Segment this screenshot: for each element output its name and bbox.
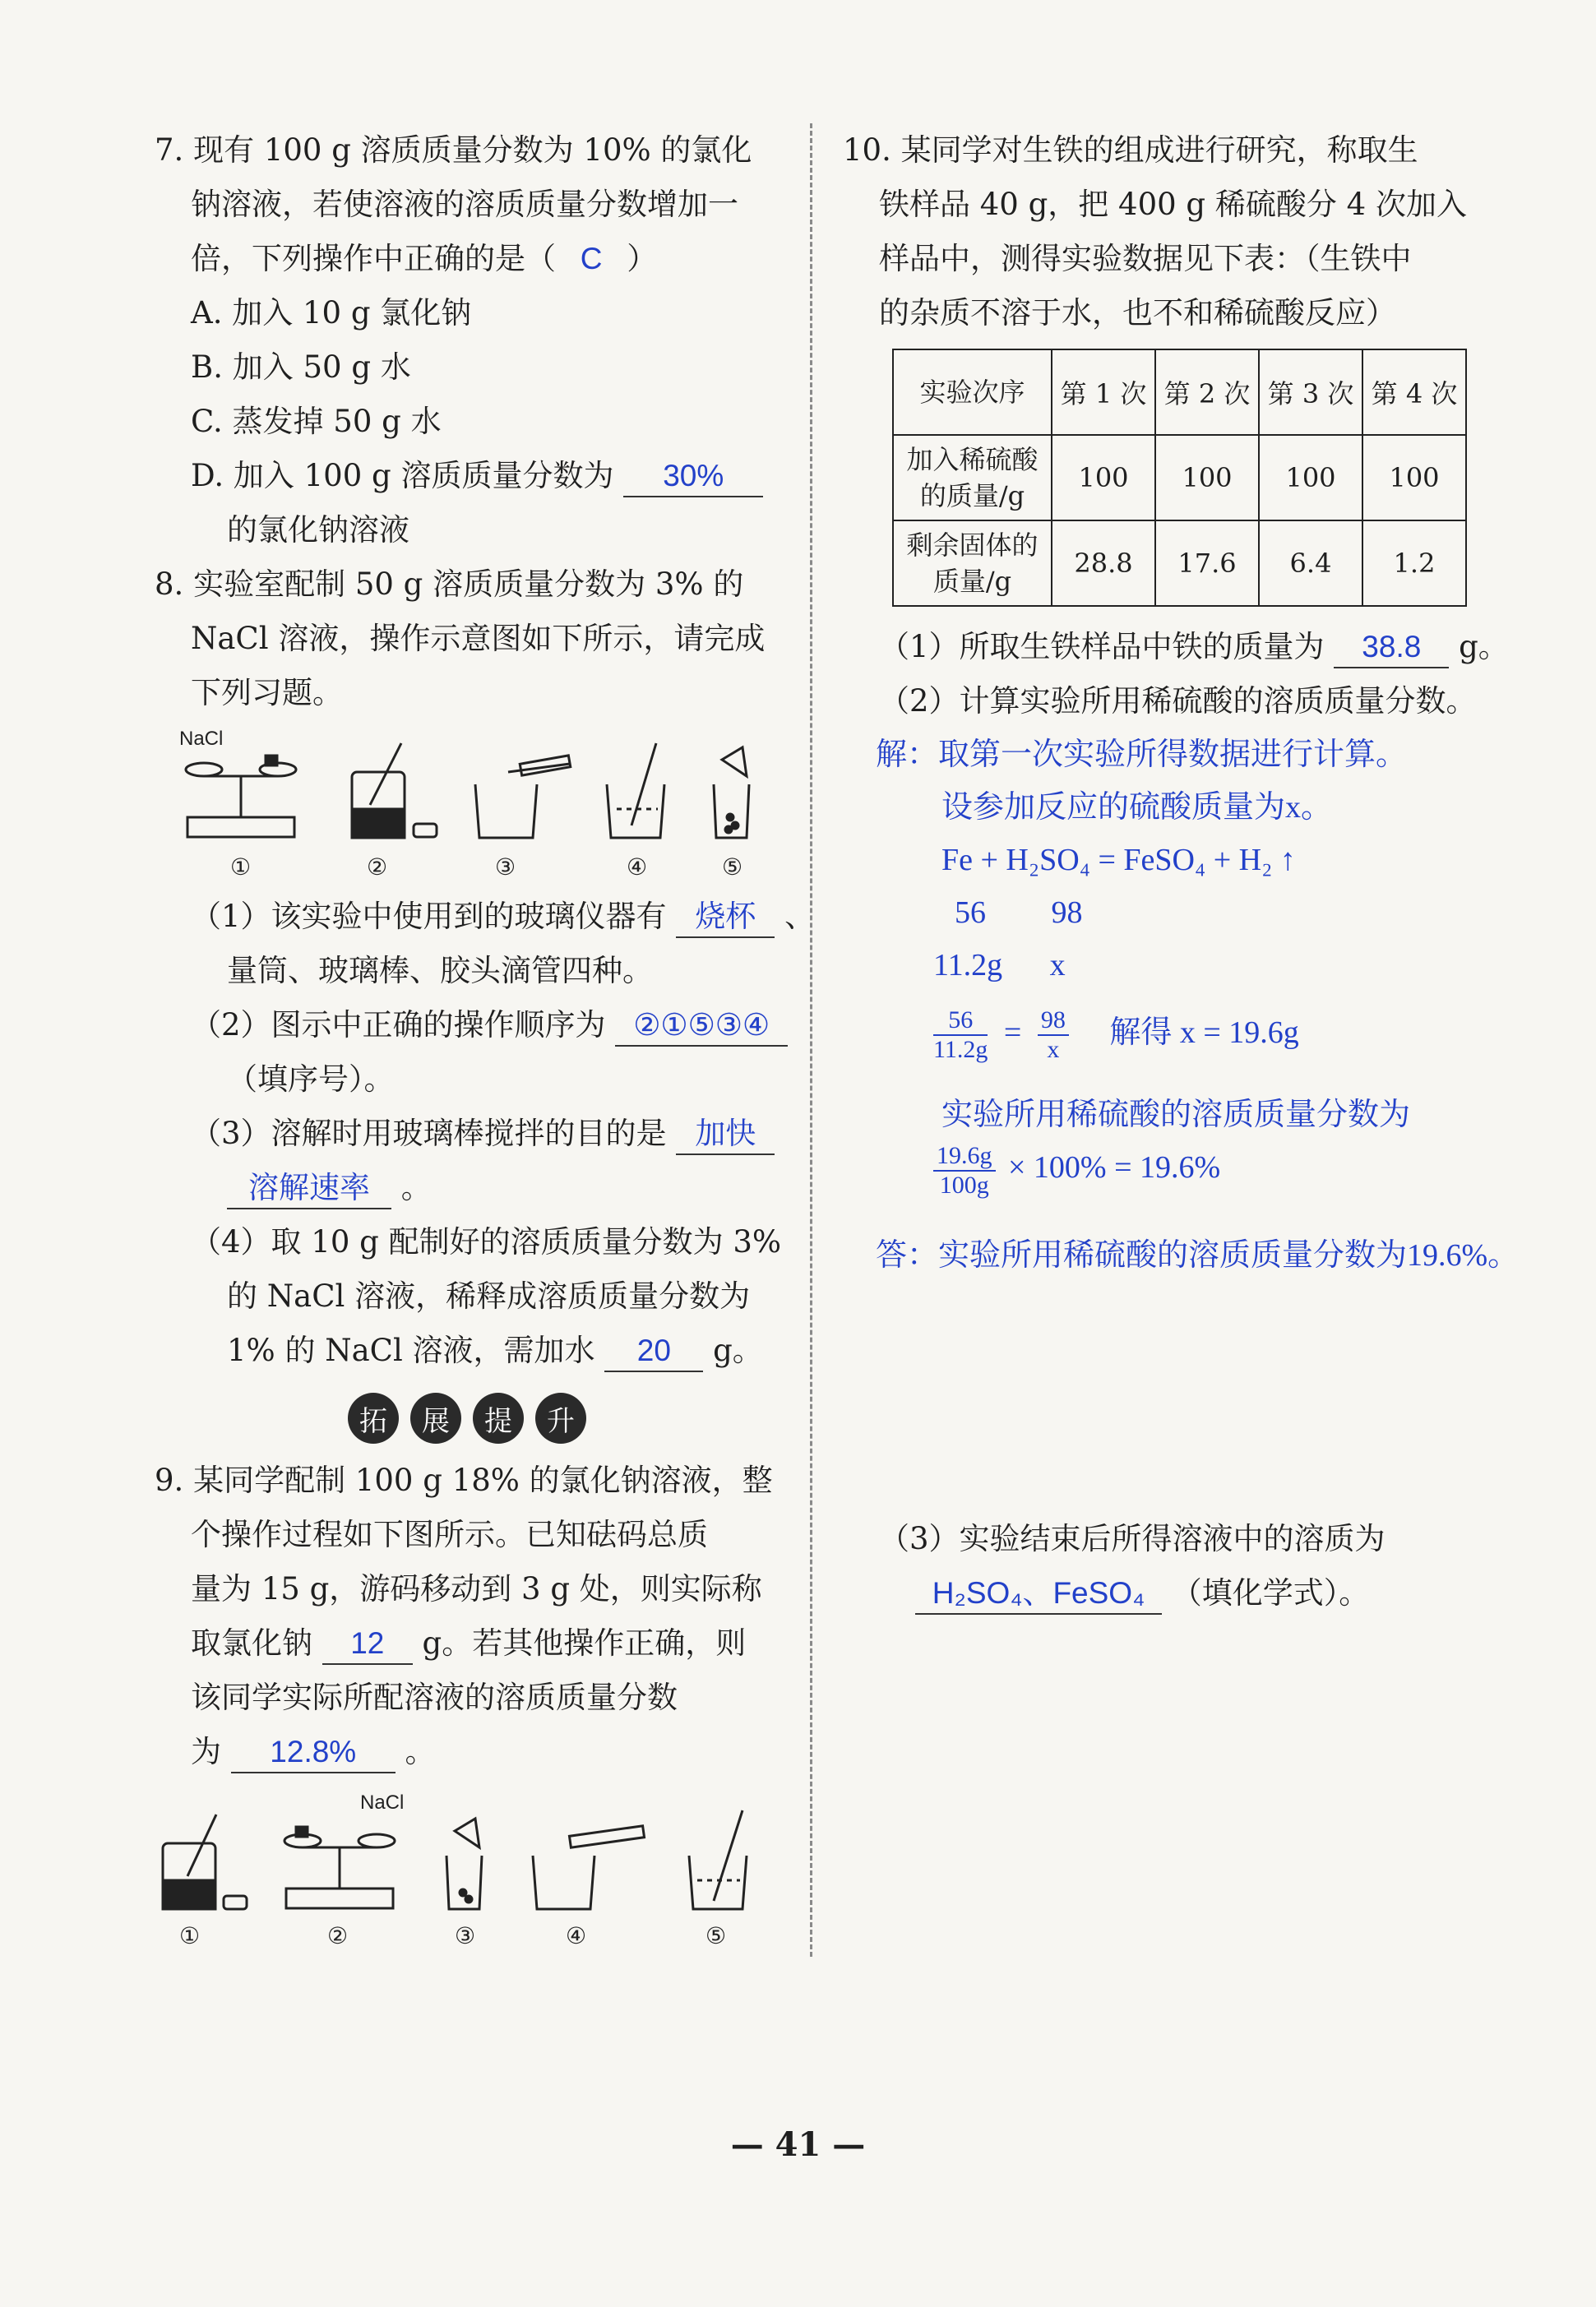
q7-option-d-text: D. 加入 100 g 溶质质量分数为 [191, 458, 614, 493]
solution-result: 解得 x = 19.6g [1109, 1015, 1299, 1050]
q9-blank-2: 12.8% [231, 1732, 396, 1773]
q8-apparatus-figure [155, 727, 779, 883]
q8-sub-1-text: （1）该实验中使用到的玻璃仪器有 [191, 899, 667, 934]
page-number: — 41 — [730, 2125, 866, 2164]
table-row-label: 加入稀硫酸的质量/g [893, 435, 1052, 520]
q9-line-4 [155, 1616, 779, 1671]
q8-sub-3 [155, 1107, 779, 1161]
q9-line-1: 9. 某同学配制 100 g 18% 的氯化钠溶液，整 [155, 1463, 773, 1498]
left-column [155, 123, 816, 1957]
q7-paren-close: ） [627, 241, 658, 276]
q9-line-6-post: 。 [405, 1734, 436, 1769]
q7-option-a: A. 加入 10 g 氯化钠 [191, 295, 472, 331]
q8-sub-2-blank: ②①⑤③④ [615, 1006, 788, 1047]
q9-balance-icon [285, 1792, 404, 1908]
q9-fig-num-1: ① [179, 1922, 201, 1949]
table-header-cell: 第 3 次 [1259, 349, 1362, 435]
solution-percentage [876, 1141, 1476, 1199]
q8-stir-beaker-icon [607, 743, 664, 838]
spacer [843, 1282, 1476, 1512]
fraction-56-over-11-2 [933, 1006, 988, 1064]
q8-sub-2 [155, 998, 779, 1052]
column-divider [810, 123, 812, 1957]
q9-reagent-bottle-icon [163, 1815, 247, 1909]
solution-equation: Fe + H₂SO₄ = FeSO₄ + H₂ ↑ [941, 843, 1296, 877]
q8-reagent-bottle-icon [352, 743, 437, 838]
fraction-19-6-over-100 [933, 1142, 996, 1200]
q8-sub-4-post: g。 [713, 1333, 763, 1368]
q8-line-1: 8. 实验室配制 50 g 溶质质量分数为 3% 的 [155, 566, 744, 602]
table-cell: 28.8 [1052, 520, 1155, 606]
q10-line-1: 10. 某同学对生铁的组成进行研究，称取生 [843, 132, 1418, 168]
q10-data-table [892, 349, 1467, 607]
q8-sub-4: （4）取 10 g 配制好的溶质质量分数为 3% [191, 1224, 782, 1260]
table-cell: 100 [1259, 435, 1362, 520]
table-row [893, 520, 1466, 606]
q9-line-6 [155, 1725, 779, 1779]
q9-line-3: 量为 15 g，游码移动到 3 g 处，则实际称 [191, 1571, 762, 1607]
q10-sub-3-post: （填化学式）。 [1171, 1574, 1370, 1611]
solution-qty-fe: 11.2g [933, 948, 1003, 982]
fraction-numerator: 19.6g [933, 1142, 996, 1172]
q10-sub-3-line-2 [843, 1566, 1476, 1620]
q10-sub-3-blank: H₂SO₄、FeSO₄ [915, 1574, 1162, 1615]
q8-sub-3-blank-2: 溶解速率 [227, 1168, 391, 1209]
table-header-cell: 第 4 次 [1362, 349, 1466, 435]
q10-sub-1-post: g。 [1459, 629, 1509, 664]
q10-line-2: 铁样品 40 g，把 400 g 稀硫酸分 4 次加入 [879, 187, 1467, 222]
q8-sub-4-line-3 [155, 1324, 779, 1378]
q8-sub-1-cont: 量筒、玻璃棒、胶头滴管四种。 [227, 953, 653, 988]
section-heading-extension [155, 1393, 779, 1444]
q8-sub-3-text: （3）溶解时用玻璃棒搅拌的目的是 [191, 1116, 667, 1151]
q8-pour-beaker-icon [475, 756, 571, 838]
q8-fig-num-2: ② [367, 853, 388, 881]
solution-mass-h2so4: 98 [1051, 895, 1083, 930]
q8-sub-1-post: 、 [784, 899, 816, 934]
q10-sub-1 [843, 620, 1509, 674]
q7-line-1: 7. 现有 100 g 溶质质量分数为 10% 的氯化 [155, 132, 752, 168]
table-cell: 17.6 [1155, 520, 1259, 606]
fraction-denominator: x [1047, 1036, 1060, 1064]
q8-line-3: 下列习题。 [191, 675, 343, 710]
q9-fig-num-2: ② [327, 1922, 349, 1949]
q9-line-5: 该同学实际所配溶液的溶质质量分数 [191, 1680, 678, 1715]
question-9 [155, 1454, 779, 1950]
q8-sub-4-line-2: 的 NaCl 溶液，稀释成溶质质量分数为 [227, 1278, 751, 1314]
q10-sub-1-blank: 38.8 [1334, 627, 1449, 668]
table-cell: 1.2 [1362, 520, 1466, 606]
q8-sub-3-cont [155, 1161, 779, 1215]
section-badge-4: 升 [535, 1393, 586, 1444]
table-row-label: 剩余固体的质量/g [893, 520, 1052, 606]
q7-option-d-blank: 30% [623, 456, 763, 497]
q8-sub-3-post: 。 [400, 1170, 432, 1205]
q8-balance-icon [179, 728, 296, 837]
fraction-denominator: 11.2g [933, 1036, 988, 1064]
q7-answer: C [580, 242, 603, 275]
q8-sub-4-text: 1% 的 NaCl 溶液，需加水 [227, 1333, 595, 1368]
q7-option-c: C. 蒸发掉 50 g 水 [191, 404, 442, 439]
q9-pour-beaker-icon [533, 1826, 645, 1909]
table-cell: 6.4 [1259, 520, 1362, 606]
q9-add-solid-beaker-icon [446, 1819, 482, 1909]
q10-sub-3: （3）实验结束后所得溶液中的溶质为 [879, 1520, 1386, 1556]
fraction-98-over-x [1038, 1006, 1069, 1064]
q8-sub-3-blank-1: 加快 [676, 1114, 775, 1155]
table-cell: 100 [1362, 435, 1466, 520]
fraction-numerator: 98 [1038, 1006, 1069, 1036]
q9-fig-num-3: ③ [455, 1922, 476, 1949]
q10-handwritten-solution [876, 728, 1520, 1282]
solution-line-1: 解：取第一次实验所得数据进行计算。 [876, 737, 1408, 772]
question-8 [155, 557, 816, 1378]
solution-qty-x: x [1049, 948, 1066, 982]
equals-sign: = [1003, 1015, 1022, 1050]
q8-line-2: NaCl 溶液，操作示意图如下所示，请完成 [191, 621, 766, 656]
q7-line-3 [155, 232, 779, 286]
q9-line-4-text: 取氯化钠 [191, 1625, 312, 1661]
q9-line-4-post: g。若其他操作正确，则 [422, 1625, 747, 1661]
q7-line-2: 钠溶液，若使溶液的溶质质量分数增加一 [191, 187, 738, 222]
q9-line-2: 个操作过程如下图所示。已知砝码总质 [191, 1517, 708, 1552]
table-row [893, 435, 1466, 520]
question-7 [155, 123, 779, 557]
fraction-denominator: 100g [939, 1171, 989, 1199]
q8-sub-2-cont: （填序号）。 [227, 1061, 395, 1097]
q7-option-d-cont: 的氯化钠溶液 [227, 512, 409, 548]
q8-nacl-label: NaCl [179, 728, 224, 750]
solution-mass-fe: 56 [955, 895, 986, 930]
table-header-cell: 实验次序 [893, 349, 1052, 435]
table-cell: 100 [1155, 435, 1259, 520]
solution-answer: 答：实验所用稀硫酸的溶质质量分数为19.6%。 [876, 1237, 1520, 1273]
q7-stem-end: 倍，下列操作中正确的是（ [191, 241, 556, 276]
question-10 [843, 123, 1520, 1620]
q10-sub-1-text: （1）所取生铁样品中铁的质量为 [879, 629, 1325, 664]
q9-fig-num-5: ⑤ [705, 1922, 727, 1949]
q8-sub-4-blank: 20 [604, 1331, 703, 1372]
solution-proportion [876, 1006, 1476, 1064]
q10-line-3: 样品中，测得实验数据见下表：（生铁中 [879, 241, 1412, 276]
table-cell: 100 [1052, 435, 1155, 520]
q8-sub-1 [155, 890, 816, 944]
q10-line-4: 的杂质不溶于水，也不和稀硫酸反应） [879, 295, 1396, 331]
q9-apparatus-figure [155, 1786, 779, 1950]
q8-fig-num-5: ⑤ [722, 853, 743, 881]
q10-sub-2: （2）计算实验所用稀硫酸的溶质质量分数。 [879, 683, 1477, 719]
q8-fig-num-1: ① [230, 853, 252, 881]
q9-stir-beaker-icon [689, 1810, 747, 1909]
table-header-row [893, 349, 1466, 435]
solution-quantities [876, 939, 1476, 992]
q8-fig-num-4: ④ [627, 853, 648, 881]
q9-line-6-text: 为 [191, 1734, 221, 1769]
q7-option-d [155, 449, 779, 503]
table-header-cell: 第 1 次 [1052, 349, 1155, 435]
q7-option-b: B. 加入 50 g 水 [191, 349, 411, 385]
solution-line-3: 实验所用稀硫酸的溶质质量分数为 [941, 1098, 1411, 1133]
solution-line-2: 设参加反应的硫酸质量为x。 [941, 790, 1333, 825]
solution-molar-masses [876, 886, 1476, 939]
section-badge-3: 提 [473, 1393, 524, 1444]
q8-sub-2-text: （2）图示中正确的操作顺序为 [191, 1007, 606, 1043]
table-header-cell: 第 2 次 [1155, 349, 1259, 435]
q9-nacl-label: NaCl [360, 1792, 405, 1814]
solution-calc: × 100% = 19.6% [1008, 1150, 1221, 1186]
q8-add-solid-beaker-icon [714, 747, 749, 838]
right-column [843, 123, 1520, 1620]
q9-fig-num-4: ④ [566, 1922, 587, 1949]
fraction-numerator: 56 [933, 1006, 988, 1036]
q9-blank-1: 12 [322, 1624, 413, 1665]
q8-sub-1-blank: 烧杯 [676, 897, 775, 938]
q8-fig-num-3: ③ [495, 853, 516, 881]
section-badge-2: 展 [410, 1393, 461, 1444]
section-badge-1: 拓 [348, 1393, 399, 1444]
